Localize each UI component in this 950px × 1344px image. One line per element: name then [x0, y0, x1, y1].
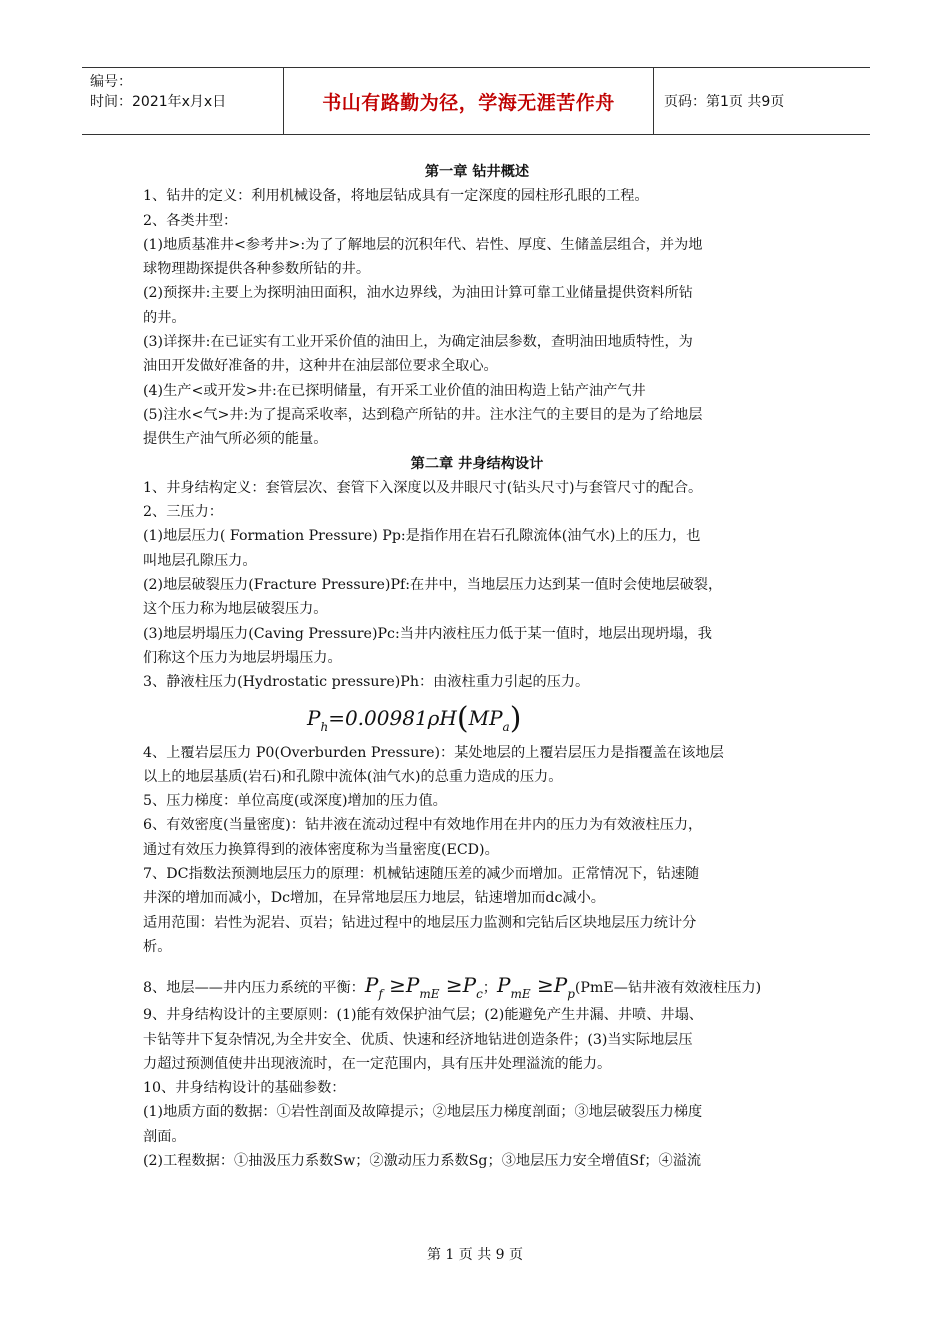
document-body: [143, 160, 811, 1173]
eq-sub: p: [567, 987, 575, 1002]
paragraph-line: (2)预探井:主要上为探明油田面积，油水边界线，为油田计算可靠工业储量提供资料所钻: [143, 285, 693, 302]
paragraph-line: (2)工程数据：①抽汲压力系数Sw；②激动压力系数Sg；③地层压力安全增值Sf；④溢流: [143, 1152, 702, 1169]
paragraph-line: 这个压力称为地层破裂压力。: [143, 601, 328, 618]
paragraph-line: 2、各类井型：: [143, 212, 238, 229]
eq-term: P: [497, 973, 511, 998]
paragraph-line: 力超过预测值使井出现液流时，在一定范围内，具有压井处理溢流的能力。: [143, 1055, 612, 1072]
paragraph-line: 通过有效压力换算得到的液体密度称为当量密度(ECD)。: [143, 841, 499, 858]
formula-p: P: [307, 705, 321, 730]
paragraph-line: 叫地层孔隙压力。: [143, 552, 257, 569]
paragraph-line: 10、井身结构设计的基础参数：: [143, 1080, 346, 1097]
eq-term: ≥P: [439, 973, 477, 998]
chapter-1-title: 第一章 钻井概述: [424, 164, 530, 180]
eq-sub: mE: [510, 987, 531, 1002]
page-header: [82, 67, 870, 135]
time-label: 时间：2021年x月x日: [90, 94, 227, 110]
eq-term: ≥P: [382, 973, 420, 998]
balance-equation-2: [497, 973, 575, 1002]
paragraph-line: (3)详探井:在已证实有工业开采价值的油田上，为确定油层参数，查明油田地质特性，为: [143, 334, 693, 351]
eq-sub: mE: [419, 987, 440, 1002]
hydrostatic-formula: [143, 695, 811, 741]
paragraph-line: 球物理勘探提供各种参数所钻的井。: [143, 261, 371, 278]
eq-sub: c: [476, 987, 483, 1002]
paragraph-line: 9、井身结构设计的主要原则：(1)能有效保护油气层；(2)能避免产生井漏、井喷、井塌、: [143, 1007, 703, 1024]
paragraph-line: 4、上覆岩层压力 P0(Overburden Pressure)：某处地层的上覆岩层压力是指覆盖在该地层: [143, 744, 724, 761]
eq-term: P: [364, 973, 379, 998]
header-left-cell: [82, 68, 284, 134]
eq-term: ≥P: [530, 973, 568, 998]
eq-sub: f: [378, 987, 383, 1002]
eq-separator: ；: [482, 980, 497, 997]
paragraph-line: (1)地质基准井<参考井>:为了了解地层的沉积年代、岩性、厚度、生储盖层组合，并为地: [143, 236, 703, 253]
paragraph-line: 2、三压力：: [143, 504, 223, 521]
chapter-2-title: 第二章 井身结构设计: [410, 455, 544, 472]
paragraph-line: 卡钻等井下复杂情况,为全井安全、优质、快速和经济地钻进创造条件；(3)当实际地层压: [143, 1031, 693, 1048]
paragraph-line: 1、钻井的定义：利用机械设备，将地层钻成具有一定深度的园柱形孔眼的工程。: [143, 188, 649, 205]
formula-sub-a: a: [502, 719, 510, 734]
motto-text: 书山有路勤为径，学海无涯苦作舟: [284, 68, 654, 134]
paragraph-line: (1)地质方面的数据：①岩性剖面及故障提示；②地层压力梯度剖面；③地层破裂压力梯度: [143, 1104, 703, 1121]
formula-unit: MP: [468, 705, 503, 730]
paragraph-line: 7、DC指数法预测地层压力的原理：机械钻速随压差的减少而增加。正常情况下，钻速随: [143, 866, 700, 883]
paragraph-line: 析。: [143, 938, 172, 955]
paragraph-line: (1)地层压力( Formation Pressure) Pp:是指作用在岩石孔隙流体(油气水)上的压力，也: [143, 528, 701, 545]
number-label: 编号：: [90, 74, 132, 90]
formula-sub-h: h: [320, 719, 329, 734]
pressure-balance-line: [143, 959, 811, 1003]
formula-body: =0.00981ρH: [328, 705, 457, 730]
paragraph-line: 的井。: [143, 309, 186, 326]
balance-suffix: (PmE—钻井液有效液柱压力): [574, 980, 762, 997]
balance-prefix: 8、地层——井内压力系统的平衡：: [143, 980, 365, 997]
paragraph-line: 5、压力梯度：单位高度(或深度)增加的压力值。: [143, 793, 447, 810]
page-info: 页码：第1页 共9页: [664, 94, 785, 110]
paragraph-line: 6、有效密度(当量密度)：钻井液在流动过程中有效地作用在井内的压力为有效液柱压力，: [143, 817, 703, 834]
paragraph-line: (3)地层坍塌压力(Caving Pressure)Pc:当井内液柱压力低于某一值时，地层出现坍塌，我: [143, 625, 712, 642]
paragraph-line: (2)地层破裂压力(Fracture Pressure)Pf:在井中，当地层压力达到某一值时会使地层破裂，: [143, 577, 723, 594]
paragraph-line: 油田开发做好准备的井，这种井在油层部位要求全取心。: [143, 358, 498, 375]
formula-paren-open: (: [456, 700, 469, 736]
paragraph-line: 适用范围：岩性为泥岩、页岩；钻进过程中的地层压力监测和完钻后区块地层压力统计分: [143, 914, 697, 931]
formula-paren-close: ): [509, 700, 522, 736]
paragraph-line: 提供生产油气所必须的能量。: [143, 431, 328, 448]
balance-equation: [364, 973, 483, 1002]
paragraph-line: (4)生产<或开发>井:在已探明储量，有开采工业价值的油田构造上钻产油产气井: [143, 382, 646, 399]
paragraph-line: 剖面。: [143, 1128, 186, 1145]
paragraph-line: (5)注水<气>井:为了提高采收率，达到稳产所钻的井。注水注气的主要目的是为了给地层: [143, 406, 703, 423]
paragraph-line: 以上的地层基质(岩石)和孔隙中流体(油气水)的总重力造成的压力。: [143, 768, 563, 785]
page-footer: 第 1 页 共 9 页: [426, 1247, 524, 1263]
paragraph-line: 们称这个压力为地层坍塌压力。: [143, 649, 342, 666]
paragraph-line: 1、井身结构定义：套管层次、套管下入深度以及井眼尺寸(钻头尺寸)与套管尺寸的配合。: [143, 479, 703, 496]
paragraph-line: 井深的增加而减小，Dc增加，在异常地层压力地层，钻速增加而dc减小。: [143, 890, 605, 907]
paragraph-line: 3、静液柱压力(Hydrostatic pressure)Ph：由液柱重力引起的压力。: [143, 674, 590, 691]
